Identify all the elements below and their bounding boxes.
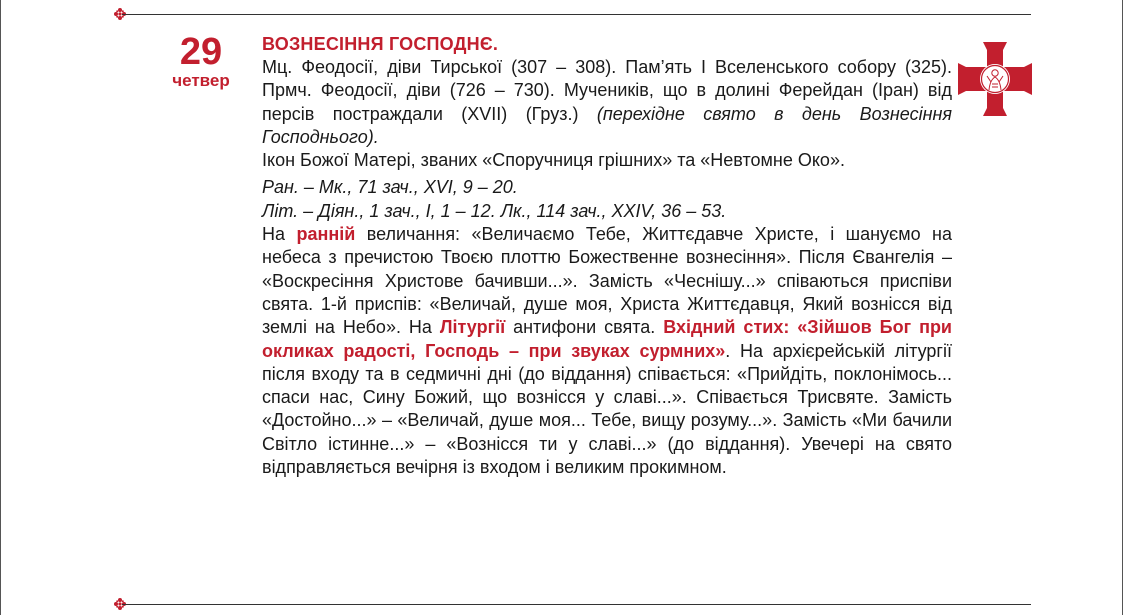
commemorations-text: Мц. Феодосії, діви Тирської (307 – 308). Пам’ять I Вселенського собору (325). Прмч. Феодосії, діви (726 – 730). Мучеників, що в долині Ферейдан (Іран) від персів постраждали (XVII) (Груз.) [262, 57, 952, 124]
liturgy-keyword: Літургії [439, 317, 506, 338]
day-entry [262, 33, 952, 479]
icons-commemoration: Ікон Божої Матері, званих «Споручниця грішних» та «Невтомне Око». [262, 150, 845, 171]
movable-feast-note: (перехідне свято в день Вознесіння Господнього). [262, 103, 952, 147]
date-block [162, 31, 240, 90]
commemorations-paragraph [262, 56, 952, 149]
entrance-verse: Вхідний стих: «Зійшов Бог при окликах радості, Господь – при звуках сурмних» [262, 317, 952, 361]
feast-title: ВОЗНЕСІННЯ ГОСПОДНЄ. [262, 34, 499, 54]
rubrics-paragraph [262, 223, 952, 479]
day-number: 29 [179, 31, 223, 73]
rubric-text: антифони свята. [505, 317, 664, 338]
rubric-text: величання: «Величаємо Тебе, Життєдавче Христе, і шануємо на небеса з пречистою Твоєю плоттю Божественне вознесіння». Після Євангелія – «Воскресіння Христове бачивши...». Замість «Чеснішу...» співаються приспіви свята. 1-й приспів: «Величай, душе моя, Христа Життєдавця, Який вознісся від землі на Небо». На [262, 224, 952, 338]
red-cross-medallion-icon [956, 40, 1034, 118]
weekday: четвер [172, 71, 230, 90]
matins-reading: Ран. – Мк., 71 зач., XVI, 9 – 20. [262, 177, 518, 198]
rubric-text: . На архієрейській літургії після входу та в седмичні дні (до віддання) співається: «Прийдіть, поклонімось... спаси нас, Сину Божий, що вознісся у славі...». Співається Трисвяте. Замість «Достойно...» – «Величай, душе моя... Тебе, вищу розуму...». Замість «Ми бачили Світло істинне...» – «Вознісся ти у славі...» (до віддання). Увечері на свято відправляється вечірня із входом і великим прокимном. [262, 340, 952, 478]
matins-keyword: ранній [296, 224, 356, 245]
page-left-edge [0, 0, 1, 615]
rubric-text: На [262, 224, 297, 245]
bottom-divider [122, 604, 1031, 605]
liturgy-reading: Літ. – Діян., 1 зач., I, 1 – 12. Лк., 114 зач., XXIV, 36 – 53. [262, 200, 727, 221]
top-divider [122, 14, 1031, 15]
